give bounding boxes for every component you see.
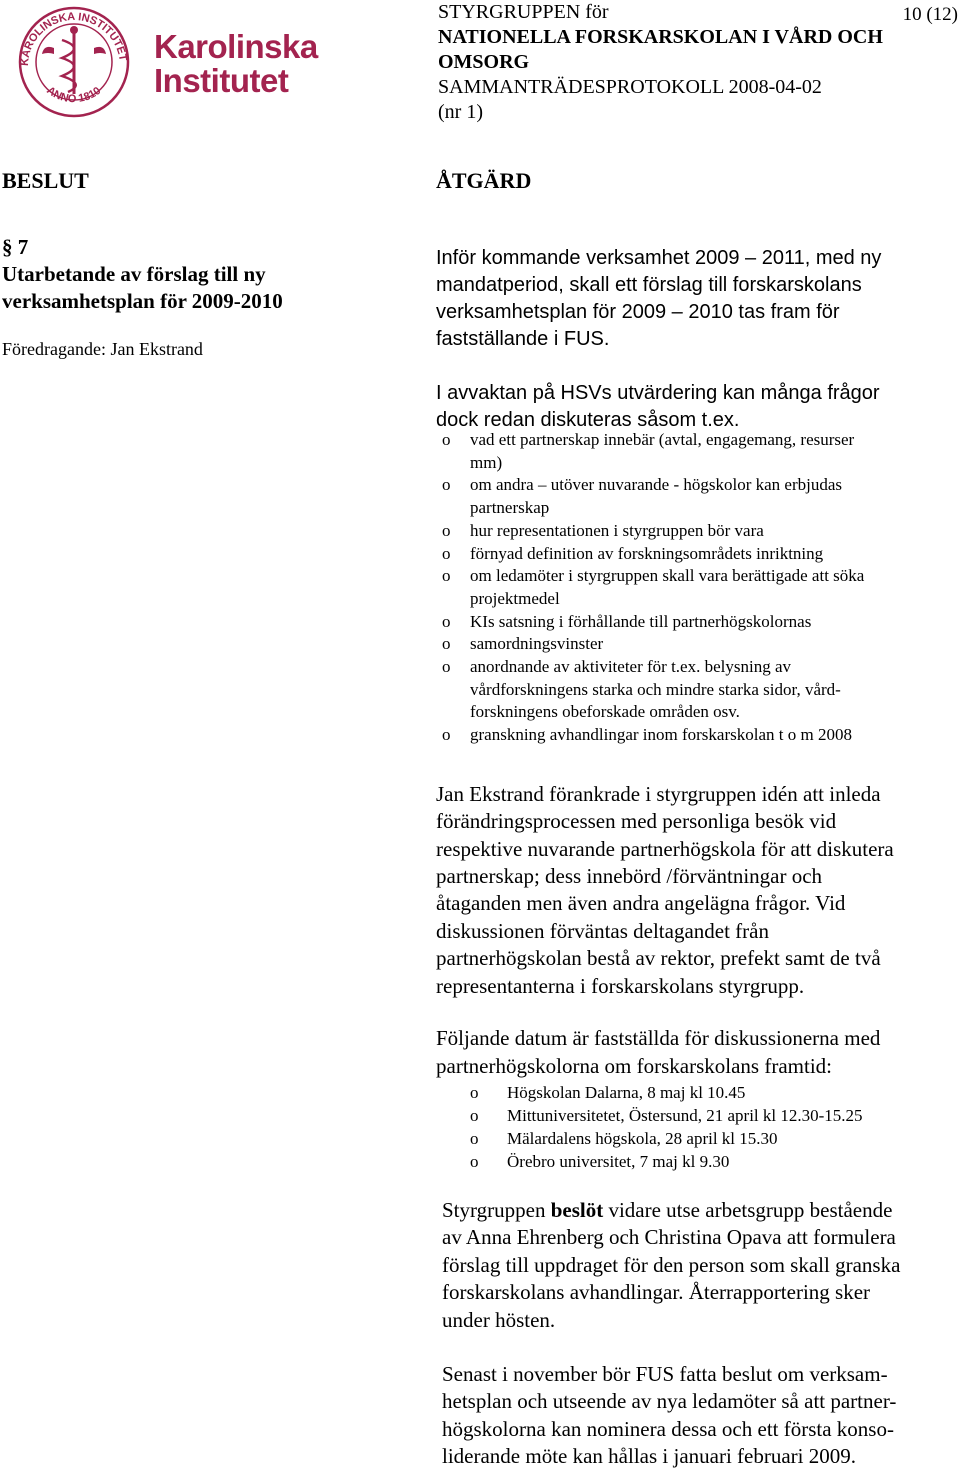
- list-item: o om ledamöter i styrgruppen skall vara berättigade att söka projektmedel: [436, 565, 960, 610]
- text-line: Styrgruppen beslöt vidare utse arbetsgrupp bestående: [442, 1197, 893, 1222]
- text-line: diskussionen förväntas deltagandet från: [436, 918, 769, 943]
- svg-text:ANNO 1810: ANNO 1810: [44, 84, 104, 106]
- text-line: I avvaktan på HSVs utvärdering kan många frågor: [436, 382, 880, 404]
- list-item: o vad ett partnerskap innebär (avtal, engagemang, resurser mm): [436, 429, 960, 474]
- page-number: 10 (12): [902, 4, 958, 25]
- header-line-1: STYRGRUPPEN för: [438, 1, 609, 23]
- list-item: o Mittuniversitetet, Östersund, 21 april kl 12.30-15.25: [436, 1104, 960, 1127]
- decision-paragraph: [442, 1197, 960, 1334]
- header-line-3: OMSORG: [438, 51, 530, 73]
- section-number: § 7: [2, 235, 29, 259]
- text-line: verksamhetsplan för 2009 – 2010 tas fram för: [436, 301, 840, 323]
- document-header: [438, 0, 938, 125]
- text-line: fastställande i FUS.: [436, 328, 610, 350]
- karolinska-logo: [12, 4, 318, 122]
- beslut-heading: BESLUT: [2, 168, 89, 193]
- list-item: o Örebro universitet, 7 maj kl 9.30: [436, 1150, 960, 1173]
- text-line: partnerskap; dess innebörd /förväntningar och: [436, 864, 823, 889]
- atgard-heading: ÅTGÄRD: [436, 168, 532, 193]
- list-item: o hur representationen i styrgruppen bör vara: [436, 520, 960, 543]
- text-line: Jan Ekstrand förankrade i styrgruppen idén att inleda: [436, 781, 881, 806]
- text-line: respektive nuvarande partnerhögskola för att diskutera: [436, 836, 894, 861]
- text-line: förändringsprocessen med personliga besök vid: [436, 809, 837, 834]
- logo-line-2: Institutet: [154, 62, 289, 99]
- atgard-column: [436, 168, 960, 1471]
- header-line-2: NATIONELLA FORSKARSKOLAN I VÅRD OCH: [438, 26, 883, 48]
- header-line-5: (nr 1): [438, 101, 483, 123]
- text-line: Senast i november bör FUS fatta beslut om verksam-: [442, 1361, 888, 1386]
- ekstrand-paragraph: [436, 781, 960, 1000]
- list-item: o anordnande av aktiviteter för t.ex. belysning av vårdforskningens starka och mindre starka sidor, vård- forskningens obeforskade områden osv.: [436, 656, 960, 724]
- text-line: Följande datum är fastställda för diskussionerna med: [436, 1026, 881, 1051]
- intro-paragraph: [436, 245, 960, 353]
- seal-icon: [12, 4, 142, 122]
- list-item: o samordningsvinster: [436, 633, 960, 656]
- list-item: o granskning avhandlingar inom forskarskolan t o m 2008: [436, 724, 960, 747]
- text-line: Inför kommande verksamhet 2009 – 2011, med ny: [436, 247, 882, 269]
- list-item: o Mälardalens högskola, 28 april kl 15.30: [436, 1127, 960, 1150]
- await-paragraph: [436, 380, 960, 434]
- svg-text:KAROLINSKA INSTITUTET: KAROLINSKA INSTITUTET: [18, 10, 129, 67]
- decision-keyword: beslöt: [550, 1197, 604, 1222]
- question-list: [436, 429, 960, 747]
- text-line: hetsplan och utseende av nya ledamöter så att partner-: [442, 1389, 897, 1414]
- list-item: o Högskolan Dalarna, 8 maj kl 10.45: [436, 1081, 960, 1104]
- text-line: under hösten.: [442, 1307, 556, 1332]
- presenter: Föredragande: Jan Ekstrand: [2, 339, 203, 359]
- beslut-column: [2, 168, 332, 360]
- text-line: partnerhögskolan bestå av rektor, prefekt samt de två: [436, 946, 881, 971]
- text-line: forskarskolans avhandlingar. Återrapportering sker: [442, 1280, 871, 1305]
- list-item: o om andra – utöver nuvarande - högskolor kan erbjudas partnerskap: [436, 474, 960, 519]
- text-line: förslag till uppdraget för den person som skall granska: [442, 1252, 901, 1277]
- text-line: av Anna Ehrenberg och Christina Opava att formulera: [442, 1225, 896, 1250]
- header-line-4: SAMMANTRÄDESPROTOKOLL 2008-04-02: [438, 76, 822, 98]
- dates-list: [436, 1081, 960, 1173]
- section-title-line-1: Utarbetande av förslag till ny: [2, 262, 266, 286]
- list-item: o förnyad definition av forskningsområdets inriktning: [436, 543, 960, 566]
- text-line: partnerhögskolorna om forskarskolans framtid:: [436, 1053, 832, 1078]
- text-line: representanterna i forskarskolans styrgrupp.: [436, 973, 805, 998]
- final-paragraph: [442, 1361, 960, 1471]
- list-item: o KIs satsning i förhållande till partnerhögskolornas: [436, 611, 960, 634]
- dates-intro: [436, 1025, 960, 1080]
- logo-line-1: Karolinska: [154, 28, 318, 65]
- section-title-line-2: verksamhetsplan för 2009-2010: [2, 289, 283, 313]
- text-line: dock redan diskuteras såsom t.ex.: [436, 409, 740, 431]
- text-line: högskolorna kan nominera dessa och ett första konso-: [442, 1416, 894, 1441]
- text-line: liderande möte kan hållas i januari februari 2009.: [442, 1444, 857, 1469]
- text-line: åtaganden men även andra angelägna frågor. Vid: [436, 891, 846, 916]
- text-line: mandatperiod, skall ett förslag till forskarskolans: [436, 274, 862, 296]
